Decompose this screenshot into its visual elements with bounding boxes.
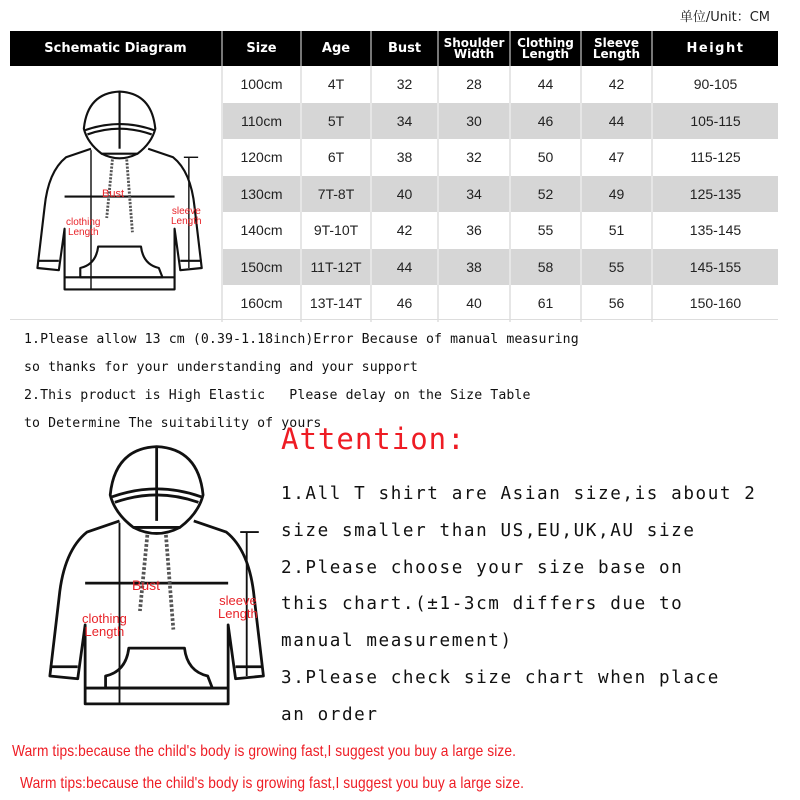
header-size: Size: [222, 31, 301, 66]
cell-size: 110cm: [222, 103, 301, 140]
bust-label: Bust: [132, 577, 161, 593]
cell-sleeve: 55: [581, 249, 652, 286]
cell-sleeve: 51: [581, 212, 652, 249]
cell-height: 135-145: [652, 212, 778, 249]
cell-age: 4T: [301, 66, 371, 103]
sleeve-length-label: sleeve Length: [171, 206, 202, 227]
cell-bust: 32: [371, 66, 438, 103]
cell-clothing: 50: [510, 139, 581, 176]
cell-height: 90-105: [652, 66, 778, 103]
cell-size: 130cm: [222, 176, 301, 213]
cell-age: 11T-12T: [301, 249, 371, 286]
header-shoulder-width: Shoulder Width: [438, 31, 510, 66]
attention-line: size smaller than US,EU,UK,AU size: [281, 520, 696, 541]
sleeve-length-label: sleeve Length: [218, 593, 258, 621]
cell-bust: 40: [371, 176, 438, 213]
cell-shoulder: 36: [438, 212, 510, 249]
cell-height: 145-155: [652, 249, 778, 286]
cell-shoulder: 34: [438, 176, 510, 213]
cell-size: 140cm: [222, 212, 301, 249]
header-bust: Bust: [371, 31, 438, 66]
cell-clothing: 55: [510, 212, 581, 249]
cell-age: 13T-14T: [301, 285, 371, 322]
warm-tip: Warm tips:because the child's body is growing fast,I suggest you buy a large size.: [20, 775, 525, 792]
cell-bust: 34: [371, 103, 438, 140]
table-row: [10, 66, 778, 103]
attention-title: Attention:: [281, 422, 466, 456]
cell-height: 115-125: [652, 139, 778, 176]
cell-size: 150cm: [222, 249, 301, 286]
hoodie-diagram-small: [16, 78, 216, 308]
cell-shoulder: 30: [438, 103, 510, 140]
cell-age: 6T: [301, 139, 371, 176]
attention-line: this chart.(±1-3cm differs due to: [281, 594, 684, 615]
cell-height: 125-135: [652, 176, 778, 213]
attention-line: 3.Please check size chart when place: [281, 667, 720, 688]
header-schematic: Schematic Diagram: [10, 31, 222, 66]
cell-bust: 44: [371, 249, 438, 286]
clothing-length-label: clothing Length: [82, 611, 127, 639]
clothing-length-label: clothing Length: [66, 217, 101, 238]
cell-sleeve: 42: [581, 66, 652, 103]
cell-size: 120cm: [222, 139, 301, 176]
cell-clothing: 61: [510, 285, 581, 322]
cell-shoulder: 40: [438, 285, 510, 322]
hoodie-diagram-large: [22, 436, 282, 721]
bust-label: Bust: [102, 188, 125, 200]
cell-shoulder: 28: [438, 66, 510, 103]
schematic-diagram-cell: [10, 66, 222, 322]
header-clothing-length: Clothing Length: [510, 31, 581, 66]
cell-shoulder: 38: [438, 249, 510, 286]
cell-shoulder: 32: [438, 139, 510, 176]
unit-label: 单位/Unit：CM: [679, 10, 770, 25]
cell-sleeve: 47: [581, 139, 652, 176]
cell-age: 5T: [301, 103, 371, 140]
note-line: 2.This product is High Elastic Please delay on the Size Table: [24, 388, 531, 403]
cell-sleeve: 44: [581, 103, 652, 140]
note-line: 1.Please allow 13 cm (0.39-1.18inch)Error Because of manual measuring: [24, 332, 579, 347]
table-bottom-divider: [10, 319, 778, 320]
note-line: so thanks for your understanding and your support: [24, 360, 418, 375]
header-age: Age: [301, 31, 371, 66]
cell-clothing: 46: [510, 103, 581, 140]
cell-height: 105-115: [652, 103, 778, 140]
warm-tip: Warm tips:because the child's body is growing fast,I suggest you buy a large size.: [12, 743, 517, 760]
attention-line: 1.All T shirt are Asian size,is about 2: [281, 484, 757, 504]
attention-line: manual measurement): [281, 631, 513, 652]
cell-clothing: 52: [510, 176, 581, 213]
cell-age: 7T-8T: [301, 176, 371, 213]
cell-clothing: 44: [510, 66, 581, 103]
cell-sleeve: 56: [581, 285, 652, 322]
table-header-row: [10, 31, 778, 66]
attention-list: [281, 476, 757, 734]
size-chart-table: [10, 31, 778, 322]
cell-clothing: 58: [510, 249, 581, 286]
attention-line: an order: [281, 704, 379, 725]
attention-line: 2.Please choose your size base on: [281, 557, 684, 578]
cell-size: 100cm: [222, 66, 301, 103]
cell-size: 160cm: [222, 285, 301, 322]
cell-height: 150-160: [652, 285, 778, 322]
note-line: to Determine The suitability of yours: [24, 416, 322, 431]
cell-bust: 42: [371, 212, 438, 249]
cell-bust: 46: [371, 285, 438, 322]
header-sleeve-length: Sleeve Length: [581, 31, 652, 66]
cell-bust: 38: [371, 139, 438, 176]
cell-sleeve: 49: [581, 176, 652, 213]
cell-age: 9T-10T: [301, 212, 371, 249]
header-height: Height: [652, 31, 778, 66]
